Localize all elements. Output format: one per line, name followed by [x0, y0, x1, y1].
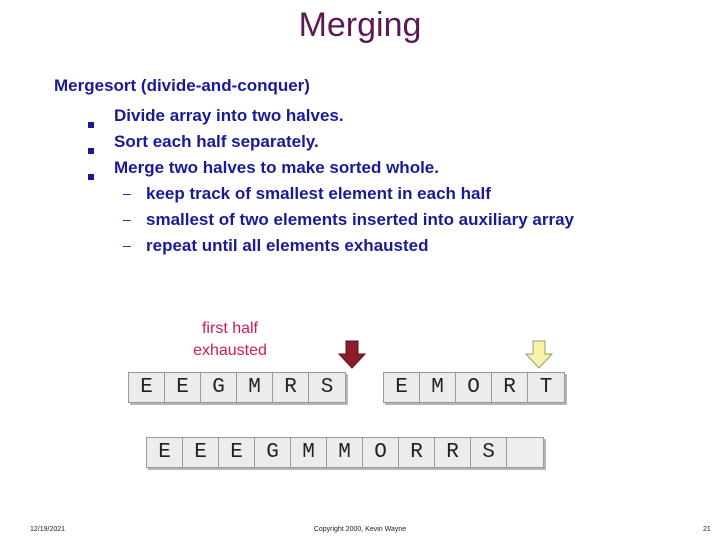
array-cell: R — [273, 373, 309, 402]
right-pointer-arrow-icon — [525, 340, 555, 370]
slide-title: Merging — [298, 6, 422, 44]
array-cell: S — [320, 376, 334, 399]
aux-cell: O — [363, 438, 399, 467]
bullet-marker — [88, 122, 94, 128]
auxiliary-array — [146, 437, 544, 468]
array-cell: E — [384, 373, 420, 402]
first-half-exhausted-note: first half exhausted — [193, 320, 267, 359]
sub-bullet-insert: smallest of two elements inserted into auxiliary array — [146, 210, 574, 229]
footer-copyright: Copyright 2000, Kevin Wayne — [313, 526, 407, 533]
left-half-array — [128, 372, 346, 403]
bullet-sort: Sort each half separately. — [114, 132, 319, 151]
array-cell: E — [165, 373, 201, 402]
dash-marker: – — [123, 211, 131, 227]
sub-bullet-track: keep track of smallest element in each half — [146, 184, 491, 203]
aux-cell: R — [399, 438, 435, 467]
bullet-marker — [88, 148, 94, 154]
array-cell: R — [492, 373, 528, 402]
aux-cell-empty — [507, 438, 543, 467]
sub-bullet-repeat: repeat until all elements exhausted — [146, 236, 429, 255]
array-cell: E — [129, 373, 165, 402]
array-cell: O — [456, 373, 492, 402]
array-cell: G — [201, 373, 237, 402]
footer-date: 12/19/2021 — [30, 526, 66, 533]
aux-cell: M — [327, 438, 363, 467]
heading-text: Mergesort (divide-and-conquer) — [54, 76, 310, 95]
aux-cell: S — [471, 438, 507, 467]
bullet-marker — [88, 174, 94, 180]
array-cell: M — [237, 373, 273, 402]
array-cell: M — [420, 373, 456, 402]
array-cell: T — [539, 376, 553, 399]
aux-cell: E — [183, 438, 219, 467]
aux-cell: E — [147, 438, 183, 467]
bullet-merge: Merge two halves to make sorted whole. — [114, 158, 439, 177]
dash-marker: – — [123, 237, 131, 253]
aux-cell: G — [255, 438, 291, 467]
aux-cell: E — [219, 438, 255, 467]
right-half-array — [383, 372, 565, 403]
footer-page-number: 21 — [703, 526, 711, 533]
aux-cell: M — [291, 438, 327, 467]
bullet-divide: Divide array into two halves. — [114, 106, 344, 125]
dash-marker: – — [123, 185, 131, 201]
left-pointer-arrow-icon — [338, 340, 368, 370]
aux-cell: R — [435, 438, 471, 467]
